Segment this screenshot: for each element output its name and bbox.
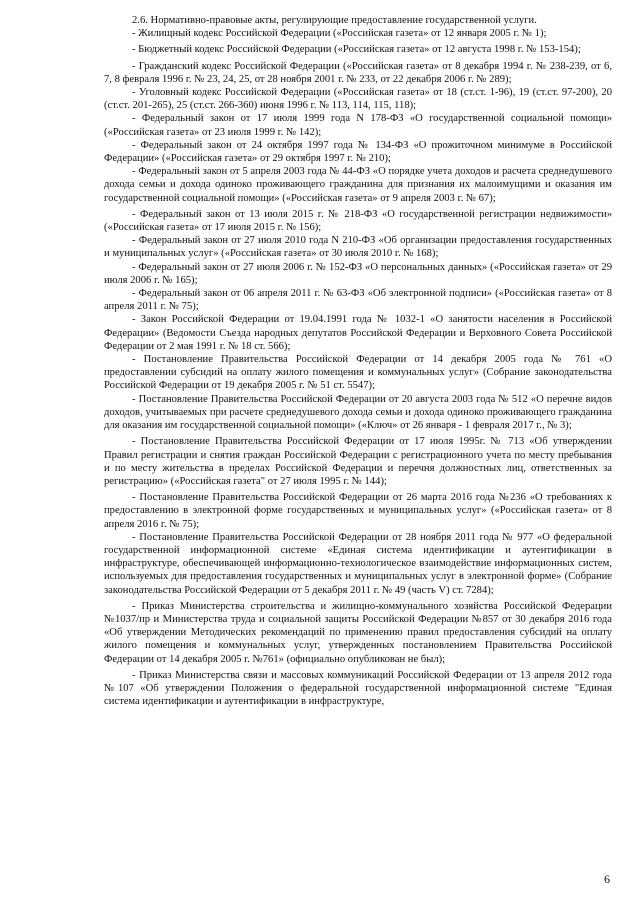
list-item: - Федеральный закон от 06 апреля 2011 г. № 63-ФЗ «Об электронной подписи» («Российская газета» от 8 апреля 2011 г. № 75); <box>104 288 612 313</box>
list-item: - Федеральный закон от 27 июля 2010 года N 210-ФЗ «Об организации предоставления государственных и муниципальных услуг» («Российская газета» от 30 июля 2010 г. № 168); <box>104 235 612 260</box>
section-heading: 2.6. Нормативно-правовые акты, регулирующие предоставление государственной услуги. <box>132 15 537 26</box>
list-item: - Приказ Министерства строительства и жилищно-коммунального хозяйства Российской Федерации №1037/пр и Министерства труда и социальной защиты Российской Федерации №857 от 30 декабря 2016 года «Об утверждении Методических рекомендаций по применению правил предоставления субсидий на оплату жилого помещения и коммунальных услуг, утвержденных постановлением Правительства Российской Федерации от 14 декабря 2005 г. №761» (официально опубликован не был); <box>104 600 612 665</box>
list-item: - Постановление Правительства Российской Федерации от 28 ноября 2011 года № 977 «О федеральной государственной информационной системе «Единая система идентификации и аутентификации в инфраструктуре, обеспечивающей информационно-технологическое взаимодействие информационных систем, используемых для предоставления государственных и муниципальных услуг в электронной форме» (Собрание законодательства Российской Федерации от 5 декабря 2011 г. № 49 (часть V) ст. 7284); <box>104 531 612 596</box>
list-item: - Постановление Правительства Российской Федерации от 17 июля 1995г. № 713 «Об утверждении Правил регистрации и снятия граждан Российской Федерации с регистрационного учета по месту пребывания и по месту жительства в пределах Российской Федерации и перечня должностных лиц, ответственных за регистрацию» («Российская газета" от 27 июля 1995 г. № 144); <box>104 436 612 487</box>
list-item: - Федеральный закон от 27 июля 2006 г. № 152-ФЗ «О персональных данных» («Российская газета» от 29 июля 2006 г. № 165); <box>104 261 612 286</box>
list-item: - Гражданский кодекс Российской Федерации («Российская газета» от 8 декабря 1994 г. № 238-239, от 6, 7, 8 февраля 1996 г. № 23, 24, 25, от 28 ноября 2001 г. № 233, от 22 декабря 2006 г. № 289); <box>104 60 612 85</box>
list-item: - Федеральный закон от 24 октября 1997 года № 134-ФЗ «О прожиточном минимуме в Российской Федерации» («Российская газета» от 29 октября 1997 г. № 210); <box>104 139 612 165</box>
list-item: - Закон Российской Федерации от 19.04.1991 года № 1032-1 «О занятости населения в Российской Федерации» (Ведомости Съезда народных депутатов Российской Федерации и Верховного Совета Российской Федерации от 2 мая 1991 г. № 18 ст. 566); <box>104 314 612 352</box>
list-item: - Постановление Правительства Российской Федерации от 14 декабря 2005 года № 761 «О предоставлении субсидий на оплату жилого помещения и коммунальных услуг» (Собрание законодательства Российской Федерации от 19 декабря 2005 г. № 51 ст. 5547); <box>104 354 612 392</box>
list-item: - Бюджетный кодекс Российской Федерации («Российская газета» от 12 августа 1998 г. № 153-154); <box>132 44 581 56</box>
list-item: - Федеральный закон от 5 апреля 2003 года № 44-ФЗ «О порядке учета доходов и расчета среднедушевого дохода семьи и дохода одиноко проживающего гражданина для признания их малоимущими и оказания им государственной социальной помощи» («Российская газета» от 9 апреля 2003 г. № 67); <box>104 166 612 204</box>
list-item: - Жилищный кодекс Российской Федерации («Российская газета» от 12 января 2005 г. № 1); <box>132 28 547 40</box>
page-number: 6 <box>604 872 610 886</box>
list-item: - Постановление Правительства Российской Федерации от 20 августа 2003 года № 512 «О перечне видов доходов, учитываемых при расчете среднедушевого дохода семьи и дохода одиноко проживающего гражданина для оказания им государственной социальной помощи» («Ключ» от 26 января - 1 февраля 2017 г., № 3); <box>104 393 612 432</box>
list-item: - Федеральный закон от 17 июля 1999 года N 178-ФЗ «О государственной социальной помощи» («Российская газета» от 23 июля 1999 г. № 142); <box>104 113 612 138</box>
list-item: - Приказ Министерства связи и массовых коммуникаций Российской Федерации от 13 апреля 2012 года №107 «Об утверждении Положения о федеральной государственной информационной системе "Единая система идентификации и аутентификации в инфраструктуре, <box>104 669 612 708</box>
list-item: - Уголовный кодекс Российской Федерации («Российская газета» от 18 (ст.ст. 1-96), 19 (ст.ст. 97-200), 20 (ст.ст. 201-265), 25 (ст.ст. 266-360) июня 1996 г. № 113, 114, 115, 118); <box>104 87 612 112</box>
list-item: - Постановление Правительства Российской Федерации от 26 марта 2016 года №236 «О требованиях к предоставлению в электронной форме государственных и муниципальных услуг» («Российская газета» от 8 апреля 2016 г. № 75); <box>104 492 612 530</box>
list-item: - Федеральный закон от 13 июля 2015 г. № 218-ФЗ «О государственной регистрации недвижимости» («Российская газета» от 17 июля 2015 г. № 156); <box>104 208 612 234</box>
